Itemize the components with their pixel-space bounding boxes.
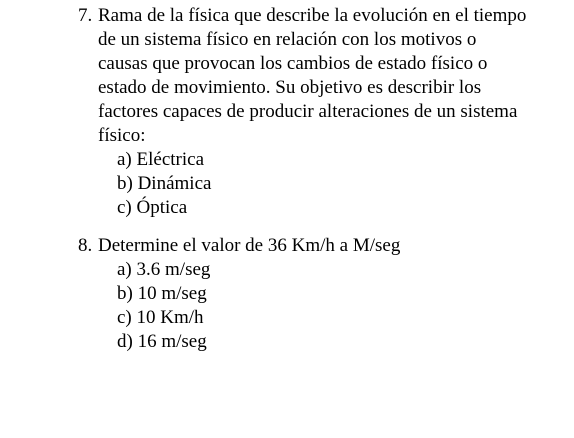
question-text: Rama de la física que describe la evolución en el tiempo de un sistema físico en relación con los motivos o causas que provocan los cambios de estado físico o estado de movimiento. Su objetivo es describir los factores capaces de producir alteraciones de un sistema físico:	[98, 5, 527, 146]
question-stem	[78, 234, 548, 258]
answer-options	[78, 258, 548, 354]
answer-option-c: c) Óptica	[117, 197, 188, 218]
question-7	[78, 4, 548, 220]
question-stem	[78, 4, 548, 148]
answer-option-d: d) 16 m/seg	[117, 331, 207, 352]
answer-option-b: b) 10 m/seg	[117, 283, 207, 304]
answer-options	[78, 148, 548, 220]
answer-option-c: c) 10 Km/h	[117, 307, 204, 328]
answer-option-a: a) 3.6 m/seg	[117, 259, 211, 280]
question-number: 8.	[78, 235, 93, 256]
question-text: Determine el valor de 36 Km/h a M/seg	[98, 235, 401, 256]
answer-option-a: a) Eléctrica	[117, 149, 205, 170]
question-number: 7.	[78, 5, 93, 26]
question-8	[78, 234, 548, 354]
answer-option-b: b) Dinámica	[117, 173, 212, 194]
